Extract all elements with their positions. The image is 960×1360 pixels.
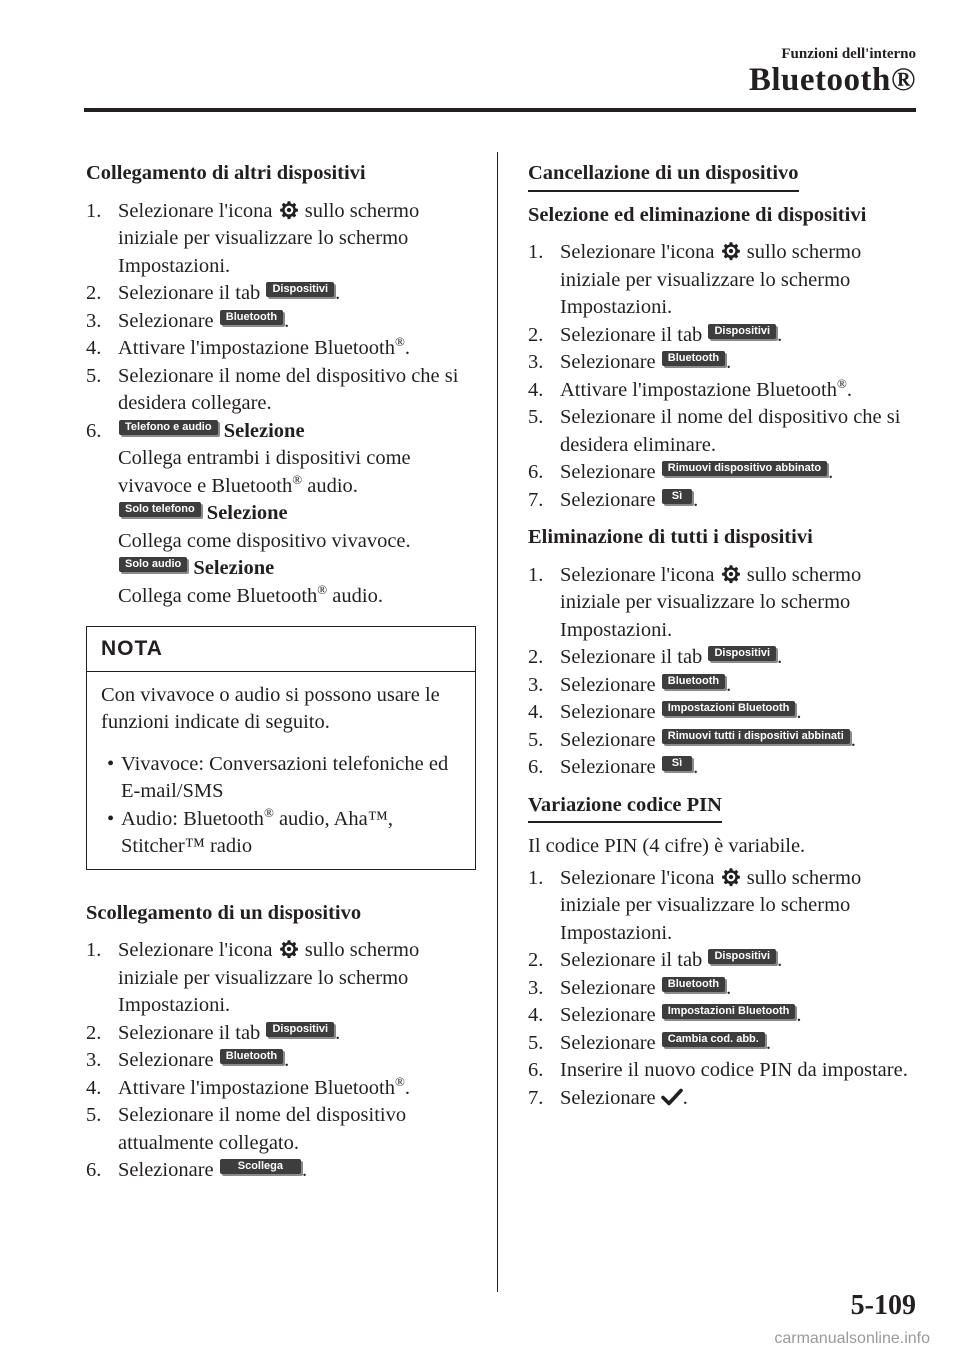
step-text: Selezionare [560,701,656,723]
registered-mark: ® [394,1073,405,1089]
solo-telefono-button: Solo telefono [119,502,201,517]
bullet-mark: • [107,807,115,830]
step-text: . [404,337,410,359]
list-item [528,1085,918,1113]
option-text: audio. [332,584,383,607]
step-text: Selezionare il nome del dispositivo che si desidera eliminare. [560,406,901,456]
gear-icon [721,564,741,584]
si-button: Sì [662,489,692,504]
bluetooth-button: Bluetooth [220,1049,283,1064]
step-number: 4. [528,701,544,723]
nota-box [86,626,476,870]
list-item [528,865,918,948]
gear-icon [721,867,741,887]
list-item [86,1020,476,1048]
step-text: Selezionare [560,673,656,696]
impostazioni-bluetooth-button: Impostazioni Bluetooth [662,701,796,716]
step-text: Inserire il nuovo codice PIN da impostare. [560,1059,908,1081]
bullet-text: audio, Aha™, Stitcher™ radio [121,807,393,857]
header-rule [84,108,916,112]
scollega-button: Scollega [220,1159,301,1174]
nota-body [87,672,475,869]
page-number: 5-109 [850,1290,916,1321]
list-item [528,644,918,672]
bluetooth-button: Bluetooth [662,674,725,689]
list-item [528,349,918,377]
step-number: 4. [528,1004,544,1026]
step-text: . [726,976,732,999]
step-number: 5. [528,406,544,428]
step-number: 5. [528,728,544,751]
list-item [86,937,476,1020]
step-number: 1. [528,563,544,586]
step-text: . [777,646,783,668]
right-column [528,160,918,1112]
list-item [528,562,918,645]
step-number: 3. [528,351,544,373]
step-number: 5. [86,364,102,387]
step-text: . [284,1049,290,1071]
step-text: . [796,1004,802,1026]
bluetooth-button: Bluetooth [220,310,283,325]
step-number: 3. [86,309,102,332]
step-text: . [682,1086,688,1109]
option-text: Collega come Bluetooth [118,584,318,607]
step-text: . [850,728,856,751]
step-text: sullo schermo iniziale per visualizzare lo schermo Impostazioni. [560,241,862,318]
page-title: Bluetooth® [748,62,916,98]
list-item [528,377,918,405]
step-text: Attivare l'impostazione Bluetooth [560,378,837,401]
section-name: Funzioni dell'interno [781,46,916,62]
option-telefono-audio [118,418,476,446]
step-text: Selezionare il tab [118,1021,261,1044]
step-text: Selezionare [560,976,656,999]
step-text: . [828,461,834,483]
step-number: 5. [528,1031,544,1054]
option-solo-telefono [118,500,476,528]
step-number: 4. [528,378,544,401]
option-solo-audio [118,555,476,583]
step-number: 4. [86,1076,102,1099]
rimuovi-tutti-button: Rimuovi tutti i dispositivi abbinati [662,729,850,744]
checkmark-icon [661,1088,683,1106]
step-number: 1. [528,241,544,263]
gear-icon [279,939,299,959]
step-text: Selezionare [560,1004,656,1026]
registered-mark: ® [263,804,274,820]
step-text: . [284,309,290,332]
step-number: 2. [528,323,544,346]
list-item [528,239,918,322]
step-number: 2. [528,646,544,668]
nota-title: NOTA [87,627,475,672]
bullet-mark: • [107,752,115,775]
step-text: Selezionare il nome del dispositivo che si desidera collegare. [118,364,459,414]
step-number: 1. [86,939,102,961]
registered-mark: ® [317,581,328,597]
selezione-subheading: Selezione ed eliminazione di dispositivi [528,203,867,226]
list-item [528,1002,918,1030]
list-item [528,1057,918,1085]
step-text: Attivare l'impostazione Bluetooth [118,337,395,359]
step-text: Selezionare [118,1049,214,1071]
list-item [528,487,918,515]
rimuovi-dispositivo-button: Rimuovi dispositivo abbinato [662,461,827,476]
step-number: 6. [86,1159,102,1181]
dispositivi-button: Dispositivi [708,646,776,661]
gear-icon [721,241,741,261]
step-text: Selezionare l'icona [118,939,273,961]
dispositivi-button: Dispositivi [266,1022,334,1037]
list-item [101,751,461,806]
step-text: Selezionare [560,1031,656,1054]
spacer [86,870,476,900]
bullet-text: Audio: Bluetooth [121,807,264,830]
step-text: Selezionare [118,1159,214,1181]
solo-audio-button: Solo audio [119,557,187,572]
step-number: 2. [86,1021,102,1044]
list-item [528,672,918,700]
list-item [528,975,918,1003]
list-item [86,1075,476,1103]
cancellazione-heading: Cancellazione di un dispositivo [528,160,799,192]
list-item [86,1102,476,1157]
scollegamento-heading: Scollegamento di un dispositivo [86,901,362,924]
step-text: Selezionare il tab [118,282,261,304]
spacer [101,741,461,751]
step-text: Selezionare [560,461,656,483]
dispositivi-button: Dispositivi [708,949,776,964]
list-item [528,322,918,350]
bullet-text: Vivavoce: Conversazioni telefoniche ed E-mail/SMS [121,752,449,802]
step-number: 5. [86,1104,102,1126]
step-text: . [777,323,783,346]
step-text: Selezionare il nome del dispositivo attualmente collegato. [118,1104,407,1154]
option-label: Selezione [193,557,275,579]
step-text: . [693,488,699,511]
list-item [528,1030,918,1058]
list-item [528,699,918,727]
gear-icon [279,200,299,220]
list-item [101,806,461,861]
step-number: 1. [86,199,102,222]
step-number: 6. [528,1059,544,1081]
option-description [118,445,476,500]
option-label: Selezione [223,419,305,442]
step-text: Selezionare l'icona [560,563,715,586]
step-text: Selezionare [560,488,656,511]
step-text: sullo schermo iniziale per visualizzare lo schermo Impostazioni. [118,199,420,277]
step-text: sullo schermo iniziale per visualizzare lo schermo Impostazioni. [560,563,862,641]
eliminazione-heading: Eliminazione di tutti i dispositivi [528,526,813,548]
step-number: 4. [86,337,102,359]
watermark: carmanualsonline.info [774,1330,930,1347]
list-item [86,1047,476,1075]
step-number: 3. [528,976,544,999]
list-item [86,363,476,418]
dispositivi-button: Dispositivi [266,282,334,297]
si-button: Sì [662,756,692,771]
step-text: . [335,1021,341,1044]
bluetooth-button: Bluetooth [662,351,725,366]
list-item [86,335,476,363]
list-item [86,308,476,336]
option-description [118,583,476,611]
impostazioni-bluetooth-button: Impostazioni Bluetooth [662,1004,796,1019]
nota-intro: Con vivavoce o audio si possono usare le funzioni indicate di seguito. [101,683,440,733]
step-number: 3. [528,673,544,696]
pin-intro: Il codice PIN (4 cifre) è variabile. [528,835,806,857]
pin-heading: Variazione codice PIN [528,792,722,824]
step-text: . [404,1076,410,1099]
step-number: 6. [528,461,544,483]
step-text: . [777,949,783,971]
step-number: 2. [528,949,544,971]
step-number: 6. [86,419,102,442]
step-number: 1. [528,866,544,889]
spacer [528,514,918,524]
bluetooth-button: Bluetooth [662,977,725,992]
list-item [86,198,476,281]
left-column [86,160,476,1185]
option-text: audio. [307,474,358,497]
collegamento-heading: Collegamento di altri dispositivi [86,162,366,184]
step-text: sullo schermo iniziale per visualizzare lo schermo Impostazioni. [560,866,862,944]
list-item [528,727,918,755]
registered-mark: ® [394,334,405,350]
step-text: . [693,756,699,778]
step-text: Selezionare [560,728,656,751]
step-text: . [302,1159,308,1181]
option-label: Selezione [206,502,288,524]
step-number: 3. [86,1049,102,1071]
step-text: Selezionare l'icona [118,199,273,222]
step-text: Selezionare il tab [560,323,703,346]
step-text: Selezionare il tab [560,949,703,971]
step-number: 2. [86,282,102,304]
step-number: 7. [528,488,544,511]
option-description: Collega come dispositivo vivavoce. [118,529,411,552]
step-text: . [335,282,341,304]
step-text: . [726,673,732,696]
step-number: 6. [528,756,544,778]
registered-mark: ® [292,471,303,487]
cambia-cod-button: Cambia cod. abb. [662,1032,765,1047]
column-divider [497,152,498,1292]
list-item [528,754,918,782]
step-text: . [765,1031,771,1054]
spacer [528,782,918,792]
dispositivi-button: Dispositivi [708,324,776,339]
step-text: sullo schermo iniziale per visualizzare lo schermo Impostazioni. [118,939,420,1016]
list-item [86,1157,476,1185]
step-text: Selezionare [560,1086,656,1109]
telefono-audio-button: Telefono e audio [119,420,218,435]
step-text: Selezionare l'icona [560,866,715,889]
step-text: . [846,378,852,401]
list-item [528,404,918,459]
list-item [528,459,918,487]
step-text: Selezionare il tab [560,646,703,668]
step-text: Selezionare [560,351,656,373]
step-text: Attivare l'impostazione Bluetooth [118,1076,395,1099]
option-text: Collega entrambi i dispositivi come vivavoce e Bluetooth [118,447,411,497]
list-item [528,947,918,975]
list-item [86,418,476,611]
list-item [86,280,476,308]
step-number: 7. [528,1086,544,1109]
registered-mark: ® [836,375,847,391]
step-text: . [726,351,732,373]
step-text: Selezionare l'icona [560,241,715,263]
step-text: Selezionare [560,756,656,778]
step-text: Selezionare [118,309,214,332]
step-text: . [796,701,802,723]
